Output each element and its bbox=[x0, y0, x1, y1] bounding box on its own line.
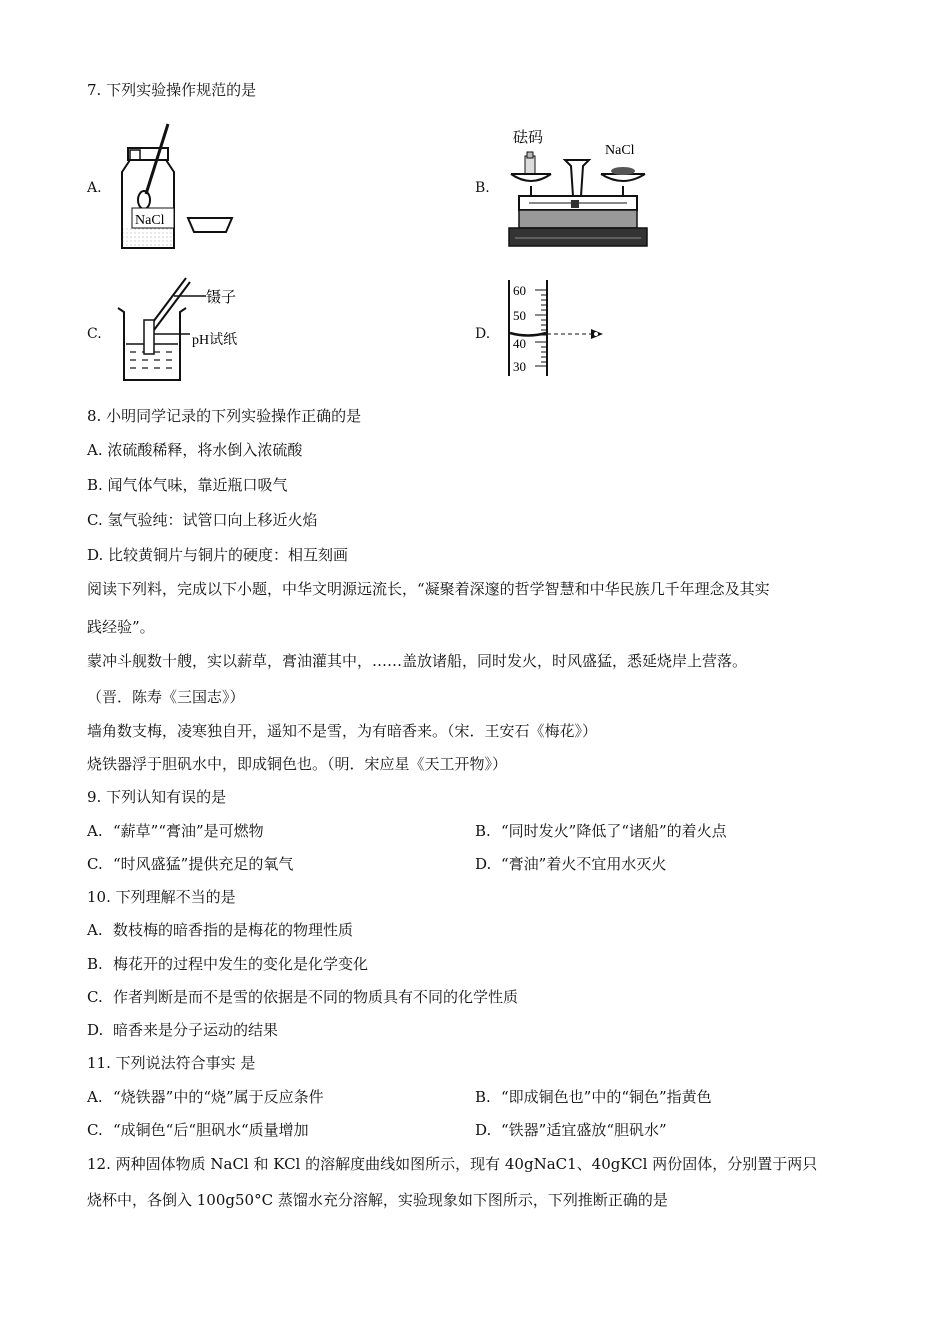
weights-label: 砝码 bbox=[513, 130, 544, 146]
q12-stem-line-2: 烧杯中，各倒入 100g50°C 蒸馏水充分溶解，实验现象如下图所示，下列推断正确的是 bbox=[87, 1191, 668, 1209]
q7-figure-d-graduated-cylinder bbox=[505, 278, 615, 382]
tick-60: 60 bbox=[513, 283, 526, 298]
q7-figure-b-balance bbox=[505, 126, 650, 254]
q11-option-b: B. “即成铜色也”中的“铜色”指黄色 bbox=[475, 1088, 712, 1106]
q8-stem: 8. 小明同学记录的下列实验操作正确的是 bbox=[87, 407, 362, 425]
q8-option-c: C. 氢气验纯：试管口向上移近火焰 bbox=[87, 511, 318, 529]
reading-passage-1: 蒙冲斗舰数十艘，实以薪草，膏油灌其中，……盖放诸船，同时发火，时风盛猛，悉延烧岸上营落。 bbox=[87, 652, 748, 670]
q7-option-d-label: D. bbox=[475, 326, 491, 342]
q9-option-b: B. “同时发火”降低了“诸船”的着火点 bbox=[475, 822, 727, 840]
reading-intro-line-2: 践经验”。 bbox=[87, 618, 155, 636]
tweezers-label: 镊子 bbox=[206, 290, 237, 306]
tick-40: 40 bbox=[513, 336, 526, 351]
q9-stem: 9. 下列认知有误的是 bbox=[87, 788, 227, 806]
q12-stem-line-1: 12. 两种固体物质 NaCl 和 KCl 的溶解度曲线如图所示，现有 40gNaC1、40gKCl 两份固体，分别置于两只 bbox=[87, 1155, 818, 1173]
q11-stem: 11. 下列说法符合事实 是 bbox=[87, 1054, 256, 1072]
q10-option-a: A. 数枝梅的暗香指的是梅花的物理性质 bbox=[87, 921, 354, 939]
q7-stem: 7. 下列实验操作规范的是 bbox=[87, 81, 257, 99]
nacl-label-a: NaCl bbox=[135, 213, 165, 228]
tick-50: 50 bbox=[513, 308, 526, 323]
q8-option-d: D. 比较黄铜片与铜片的硬度：相互刻画 bbox=[87, 546, 349, 564]
reading-passage-2: 墙角数支梅，凌寒独自开，遥知不是雪，为有暗香来。（宋．王安石《梅花》） bbox=[87, 722, 598, 740]
q11-option-d: D. “铁器”适宜盛放“胆矾水” bbox=[475, 1121, 667, 1139]
nacl-label-b: NaCl bbox=[605, 143, 635, 158]
q10-option-c: C. 作者判断是而不是雪的依据是不同的物质具有不同的化学性质 bbox=[87, 988, 519, 1006]
reading-passage-3: 烧铁器浮于胆矾水中，即成铜色也。（明．宋应星《天工开物》） bbox=[87, 755, 508, 773]
q7-figure-c-ph-test bbox=[110, 274, 260, 388]
q8-option-b: B. 闻气体气味，靠近瓶口吸气 bbox=[87, 476, 288, 494]
q7-option-c-label: C. bbox=[87, 326, 102, 342]
q8-option-a: A. 浓硫酸稀释，将水倒入浓硫酸 bbox=[87, 441, 303, 459]
q9-option-c: C. “时风盛猛”提供充足的氧气 bbox=[87, 855, 294, 873]
ph-paper-label: pH试纸 bbox=[192, 333, 238, 348]
q10-option-d: D. 暗香来是分子运动的结果 bbox=[87, 1021, 279, 1039]
q9-option-a: A. “薪草”“膏油”是可燃物 bbox=[87, 822, 264, 840]
reading-intro-line-1: 阅读下列料，完成以下小题，中华文明源远流长，“凝聚着深邃的哲学智慧和中华民族几千年理念及其实 bbox=[87, 580, 770, 598]
q7-option-a-label: A. bbox=[87, 180, 102, 196]
q10-option-b: B. 梅花开的过程中发生的变化是化学变化 bbox=[87, 955, 369, 973]
tick-30: 30 bbox=[513, 359, 526, 374]
q9-option-d: D. “膏油”着火不宜用水灭火 bbox=[475, 855, 667, 873]
q11-option-c: C. “成铜色“后“胆矾水“质量增加 bbox=[87, 1121, 309, 1139]
q11-option-a: A. “烧铁器”中的“烧”属于反应条件 bbox=[87, 1088, 324, 1106]
q7-figure-a-reagent-bottle bbox=[110, 120, 250, 256]
reading-passage-1-source: （晋．陈寿《三国志》） bbox=[87, 688, 245, 706]
q10-stem: 10. 下列理解不当的是 bbox=[87, 888, 236, 906]
q7-option-b-label: B. bbox=[475, 180, 490, 196]
